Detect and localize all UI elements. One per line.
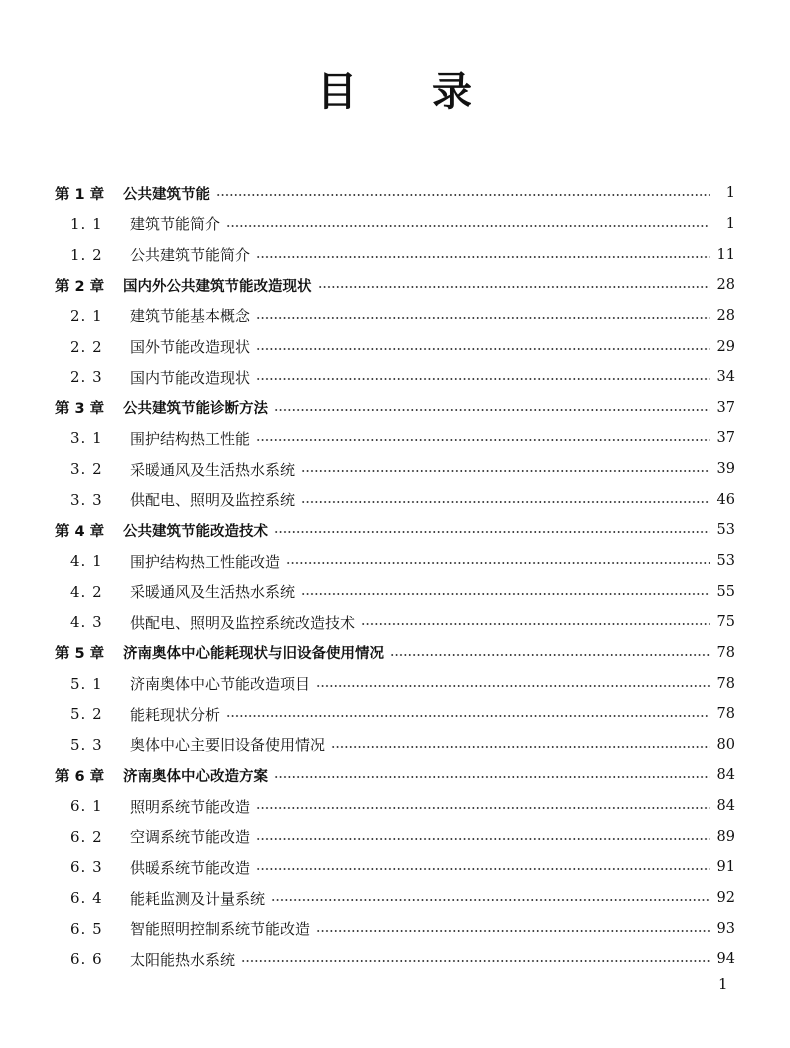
toc-entry-number: 6. 1 [70, 797, 103, 816]
toc-entry-title: 围护结构热工性能改造 [130, 552, 281, 571]
toc-section-entry[interactable] [55, 239, 735, 270]
toc-entry-number: 6. 2 [70, 827, 103, 846]
toc-dot-leader [216, 194, 710, 196]
toc-dot-leader [256, 439, 710, 441]
toc-entry-title: 能耗现状分析 [130, 705, 221, 724]
toc-entry-title: 照明系统节能改造 [130, 797, 251, 816]
toc-entry-page: 39 [716, 461, 735, 478]
toc-entry-title: 采暖通风及生活热水系统 [130, 583, 296, 602]
toc-entry-page: 1 [725, 215, 735, 232]
toc-dot-leader [301, 501, 710, 503]
toc-entry-label [55, 183, 210, 204]
toc-dot-leader [318, 286, 710, 288]
toc-entry-label [55, 826, 250, 847]
toc-entry-page: 55 [716, 583, 735, 600]
toc-dot-leader [256, 256, 710, 258]
toc-entry-title: 公共建筑节能 [123, 186, 210, 203]
toc-entry-label [55, 459, 295, 480]
toc-entry-title: 能耗监测及计量系统 [130, 889, 266, 908]
toc-entry-label [55, 734, 325, 755]
toc-entry-page: 29 [716, 338, 735, 355]
toc-entry-label [55, 949, 235, 970]
toc-entry-label [55, 918, 310, 939]
toc-entry-label [55, 857, 250, 878]
toc-entry-number: 2. 1 [70, 306, 103, 325]
toc-entry-number: 第 1 章 [55, 186, 105, 203]
toc-entry-page: 46 [716, 491, 735, 508]
toc-dot-leader [256, 807, 710, 809]
toc-entry-page: 92 [716, 890, 735, 907]
toc-entry-number: 5. 3 [70, 735, 103, 754]
toc-entry-title: 济南奥体中心改造方案 [123, 768, 268, 785]
toc-entry-number: 5. 1 [70, 674, 103, 693]
toc-entry-number: 3. 3 [70, 490, 103, 509]
toc-section-entry[interactable] [55, 883, 735, 914]
toc-entry-number: 第 2 章 [55, 278, 105, 295]
toc-entry-number: 1. 2 [70, 245, 103, 264]
toc-dot-leader [390, 654, 710, 656]
toc-entry-page: 75 [716, 614, 735, 631]
toc-dot-leader [274, 776, 710, 778]
toc-entry-number: 6. 5 [70, 919, 103, 938]
toc-entry-page: 91 [716, 859, 735, 876]
toc-entry-page: 53 [716, 553, 735, 569]
toc-section-entry[interactable] [55, 699, 735, 730]
toc-entry-label [55, 796, 250, 817]
toc-entry-title: 太阳能热水系统 [130, 950, 236, 969]
toc-entry-label [55, 551, 280, 572]
toc-entry-title: 供暖系统节能改造 [130, 858, 251, 877]
toc-dot-leader [316, 930, 710, 932]
toc-section-entry[interactable] [55, 546, 735, 577]
toc-section-entry[interactable] [55, 730, 735, 761]
toc-entry-number: 2. 3 [70, 368, 103, 387]
toc-entry-number: 3. 2 [70, 460, 103, 479]
toc-entry-number: 第 6 章 [55, 768, 105, 785]
toc-dot-leader [256, 317, 710, 319]
toc-dot-leader [256, 378, 710, 380]
toc-entry-number: 第 5 章 [55, 646, 105, 663]
toc-dot-leader [301, 470, 710, 472]
toc-section-entry[interactable] [55, 668, 735, 699]
toc-dot-leader [256, 838, 710, 840]
toc-entry-label [55, 428, 250, 449]
toc-entry-page: 53 [716, 522, 735, 539]
toc-chapter-entry[interactable] [55, 515, 735, 546]
toc-entry-title: 供配电、照明及监控系统 [130, 491, 296, 510]
toc-entry-label [55, 213, 220, 234]
toc-entry-page: 78 [716, 706, 735, 723]
toc-entry-title: 智能照明控制系统节能改造 [130, 920, 311, 939]
page-number: 1 [718, 975, 728, 993]
toc-entry-label [55, 305, 250, 326]
toc-entry-number: 6. 6 [70, 950, 103, 969]
toc-entry-number: 第 4 章 [55, 523, 105, 540]
toc-dot-leader [286, 562, 710, 564]
toc-section-entry[interactable] [55, 454, 735, 485]
toc-chapter-entry[interactable] [55, 178, 735, 209]
toc-section-entry[interactable] [55, 913, 735, 944]
toc-section-entry[interactable] [55, 301, 735, 332]
toc-section-entry[interactable] [55, 607, 735, 638]
toc-entry-page: 78 [716, 675, 735, 692]
toc-entry-label [55, 489, 295, 510]
toc-section-entry[interactable] [55, 423, 735, 454]
toc-entry-title: 公共建筑节能简介 [130, 246, 251, 265]
toc-entry-title: 国内节能改造现状 [130, 368, 251, 387]
toc-dot-leader [256, 348, 710, 350]
toc-section-entry[interactable] [55, 821, 735, 852]
toc-heading-char-2: 录 [432, 69, 472, 115]
toc-dot-leader [301, 593, 710, 595]
toc-entry-page: 28 [716, 307, 735, 324]
toc-dot-leader [271, 899, 710, 901]
toc-dot-leader [274, 531, 710, 533]
toc-section-entry[interactable] [55, 362, 735, 393]
toc-entry-label [55, 367, 250, 388]
toc-entry-title: 公共建筑节能诊断方法 [123, 401, 268, 418]
toc-entry-label [55, 765, 268, 786]
toc-entry-label [55, 704, 220, 725]
toc-entry-label [55, 275, 312, 296]
toc-dot-leader [256, 868, 710, 870]
toc-entry-label [55, 612, 355, 633]
toc-entry-label [55, 397, 268, 418]
toc-entry-title: 建筑节能基本概念 [130, 307, 251, 326]
toc-entry-title: 围护结构热工性能 [130, 429, 251, 448]
toc-section-entry[interactable] [55, 852, 735, 883]
toc-dot-leader [226, 715, 710, 717]
toc-entry-title: 奥体中心主要旧设备使用情况 [130, 736, 326, 755]
toc-entry-label [55, 520, 268, 541]
table-of-contents [55, 178, 735, 975]
toc-entry-page: 89 [716, 828, 735, 845]
toc-entry-number: 3. 1 [70, 429, 103, 448]
toc-entry-page: 1 [725, 185, 735, 202]
toc-section-entry[interactable] [55, 944, 735, 975]
toc-entry-page: 93 [716, 920, 735, 937]
toc-chapter-entry[interactable] [55, 638, 735, 669]
toc-dot-leader [274, 409, 710, 411]
toc-entry-page: 80 [716, 736, 735, 753]
toc-entry-title: 国外节能改造现状 [130, 338, 251, 357]
toc-entry-title: 空调系统节能改造 [130, 828, 251, 847]
toc-entry-page: 28 [716, 277, 735, 294]
toc-entry-page: 78 [716, 644, 735, 661]
toc-section-entry[interactable] [55, 576, 735, 607]
toc-heading [0, 62, 790, 122]
toc-chapter-entry[interactable] [55, 392, 735, 423]
toc-dot-leader [226, 225, 710, 227]
toc-entry-label [55, 336, 250, 357]
toc-section-entry[interactable] [55, 209, 735, 240]
toc-entry-number: 1. 1 [70, 214, 103, 233]
toc-heading-char-1: 目 [317, 69, 357, 115]
toc-entry-title: 公共建筑节能改造技术 [123, 523, 268, 540]
toc-entry-number: 4. 2 [70, 582, 103, 601]
toc-entry-number: 6. 4 [70, 889, 103, 908]
toc-entry-number: 6. 3 [70, 858, 103, 877]
toc-entry-number: 2. 2 [70, 337, 103, 356]
toc-entry-page: 84 [716, 767, 735, 784]
toc-dot-leader [316, 685, 710, 687]
toc-entry-title: 供配电、照明及监控系统改造技术 [130, 613, 356, 632]
toc-entry-label [55, 244, 250, 265]
toc-section-entry[interactable] [55, 331, 735, 362]
toc-chapter-entry[interactable] [55, 760, 735, 791]
toc-section-entry[interactable] [55, 484, 735, 515]
toc-entry-page: 94 [716, 951, 735, 968]
toc-section-entry[interactable] [55, 791, 735, 822]
toc-entry-title: 济南奥体中心能耗现状与旧设备使用情况 [123, 646, 384, 663]
toc-entry-title: 济南奥体中心节能改造项目 [130, 675, 311, 694]
toc-dot-leader [331, 746, 710, 748]
toc-entry-page: 11 [716, 246, 735, 263]
toc-entry-label [55, 642, 384, 663]
toc-entry-page: 84 [716, 798, 735, 815]
toc-entry-label [55, 673, 310, 694]
toc-entry-title: 国内外公共建筑节能改造现状 [123, 278, 312, 295]
toc-entry-page: 37 [716, 430, 735, 447]
toc-entry-title: 采暖通风及生活热水系统 [130, 460, 296, 479]
toc-entry-label [55, 581, 295, 602]
toc-entry-number: 5. 2 [70, 705, 103, 724]
toc-entry-number: 4. 3 [70, 613, 103, 632]
toc-entry-number: 4. 1 [70, 552, 103, 570]
toc-entry-page: 37 [716, 399, 735, 416]
toc-dot-leader [361, 623, 710, 625]
toc-entry-title: 建筑节能简介 [130, 215, 221, 234]
toc-entry-label [55, 888, 265, 909]
toc-entry-page: 34 [716, 369, 735, 386]
toc-chapter-entry[interactable] [55, 270, 735, 301]
toc-entry-number: 第 3 章 [55, 401, 105, 418]
toc-dot-leader [241, 960, 710, 962]
